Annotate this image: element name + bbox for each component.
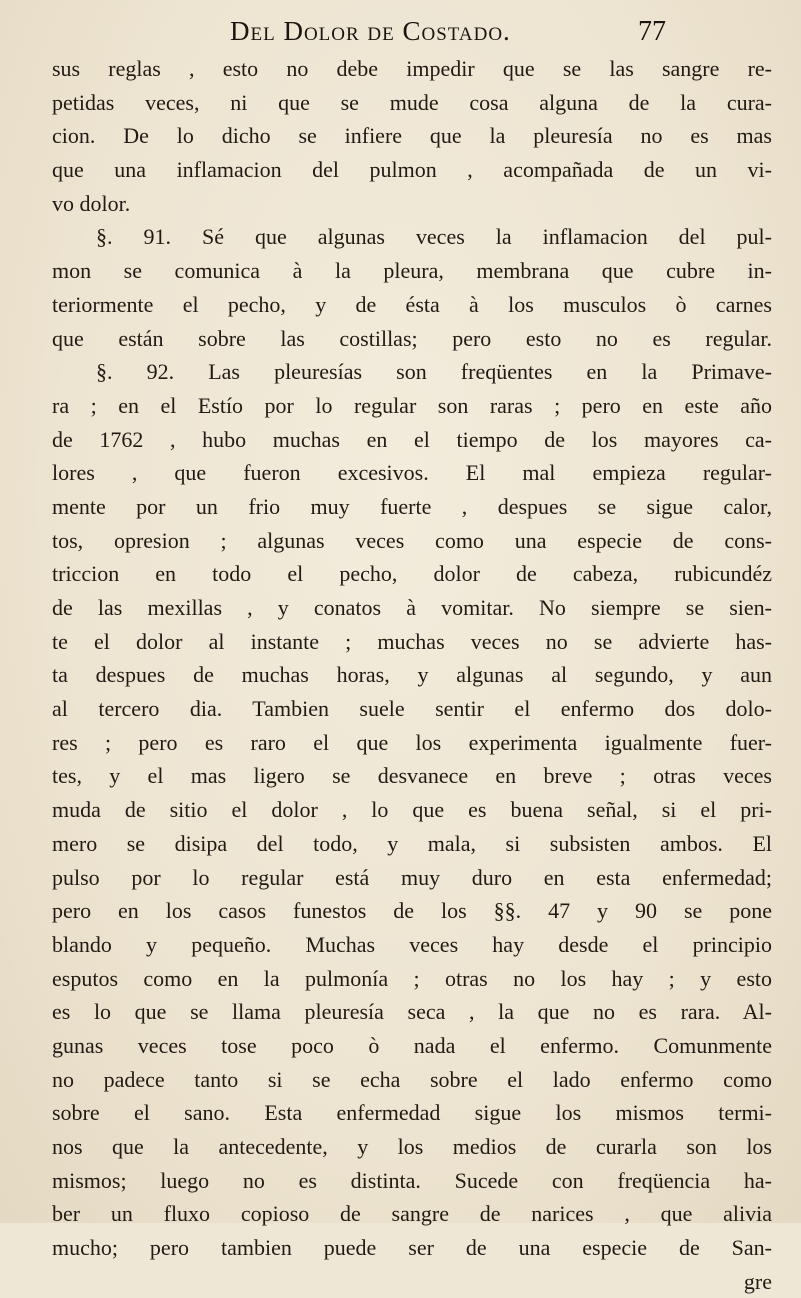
text-line: ta despues de muchas horas, y algunas al segundo, y aun [52, 662, 772, 688]
text-line: mismos; luego no es distinta. Sucede con freqüencia ha- [52, 1167, 772, 1193]
text-line: te el dolor al instante ; muchas veces no se advierte has- [52, 628, 772, 654]
text-line: gunas veces tose poco ò nada el enfermo. Comunmente [52, 1032, 772, 1058]
text-line: de 1762 , hubo muchas en el tiempo de los mayores ca- [52, 426, 772, 452]
text-line: tes, y el mas ligero se desvanece en breve ; otras veces [52, 763, 772, 789]
text-line: mon se comunica à la pleura, membrana que cubre in- [52, 258, 772, 284]
text-line: §. 91. Sé que algunas veces la inflamacion del pul- [96, 224, 772, 250]
body-text [52, 52, 772, 1298]
text-line: que están sobre las costillas; pero esto no es regular. [52, 325, 772, 351]
text-line: no padece tanto si se echa sobre el lado enfermo como [52, 1066, 772, 1092]
text-line: teriormente el pecho, y de ésta à los musculos ò carnes [52, 291, 772, 317]
text-line: lores , que fueron excesivos. El mal empieza regular- [52, 460, 772, 486]
text-line: triccion en todo el pecho, dolor de cabeza, rubicundéz [52, 561, 772, 587]
text-line: §. 92. Las pleuresías son freqüentes en la Primave- [96, 359, 772, 385]
page-number: 77 [638, 16, 666, 47]
text-line: mente por un frio muy fuerte , despues se sigue calor, [52, 493, 772, 519]
catchword: gre [743, 1268, 772, 1294]
text-line: mero se disipa del todo, y mala, si subsisten ambos. El [52, 830, 772, 856]
text-line: res ; pero es raro el que los experimenta igualmente fuer- [52, 729, 772, 755]
text-line: sobre el sano. Esta enfermedad sigue los mismos termi- [52, 1100, 772, 1126]
text-line: blando y pequeño. Muchas veces hay desde el principio [52, 931, 772, 957]
text-line: ra ; en el Estío por lo regular son raras ; pero en este año [52, 392, 772, 418]
text-line: muda de sitio el dolor , lo que es buena señal, si el pri- [52, 797, 772, 823]
running-title: Del Dolor de Costado. [230, 16, 511, 46]
text-line: petidas veces, ni que se mude cosa alguna de la cura- [52, 89, 772, 115]
text-line: vo dolor. [52, 190, 131, 216]
text-line: pulso por lo regular está muy duro en esta enfermedad; [52, 864, 772, 890]
page-header [0, 14, 801, 54]
text-line: tos, opresion ; algunas veces como una especie de cons- [52, 527, 772, 553]
text-line: de las mexillas , y conatos à vomitar. No siempre se sien- [52, 595, 772, 620]
text-line: que una inflamacion del pulmon , acompañada de un vi- [52, 157, 772, 183]
text-line: pero en los casos funestos de los §§. 47 y 90 se pone [52, 898, 772, 924]
text-line: es lo que se llama pleuresía seca , la que no es rara. Al- [52, 999, 772, 1025]
text-line: cion. De lo dicho se infiere que la pleuresía no es mas [52, 123, 772, 149]
text-line: al tercero dia. Tambien suele sentir el enfermo dos dolo- [52, 696, 772, 722]
text-line: esputos como en la pulmonía ; otras no los hay ; y esto [52, 965, 772, 991]
text-line: ber un fluxo copioso de sangre de narices , que alivia [52, 1201, 772, 1227]
text-line: sus reglas , esto no debe impedir que se las sangre re- [52, 56, 772, 81]
text-line: mucho; pero tambien puede ser de una especie de San- [52, 1235, 772, 1261]
text-line: nos que la antecedente, y los medios de curarla son los [52, 1134, 772, 1159]
